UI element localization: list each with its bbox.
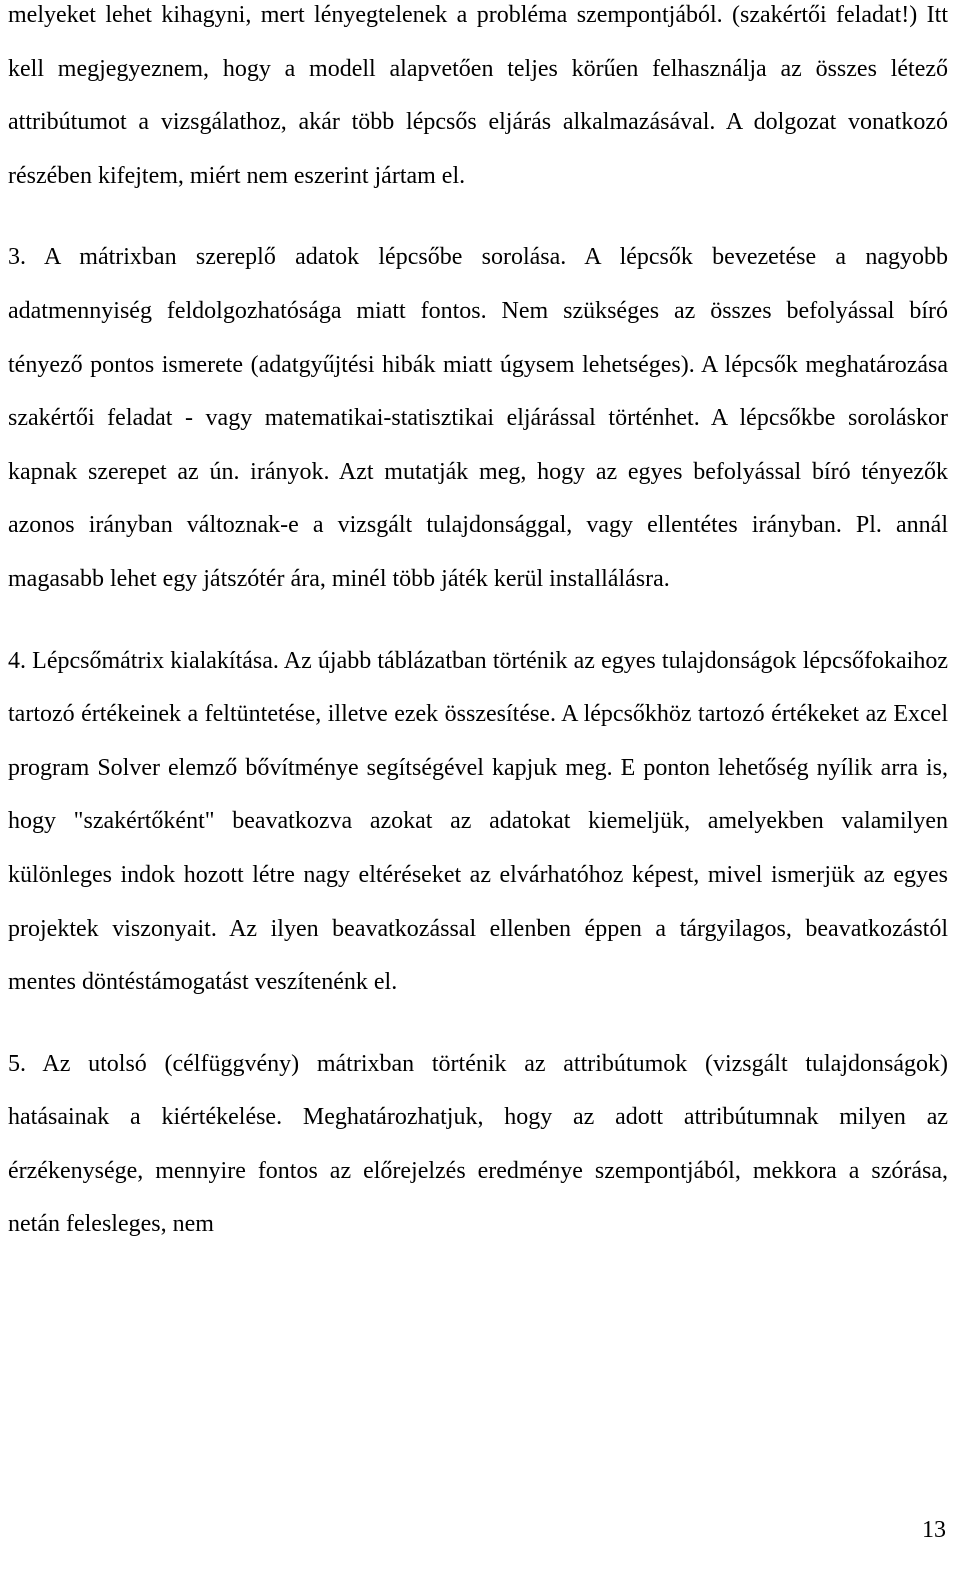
paragraph-2: 3. A mátrixban szereplő adatok lépcsőbe sorolása. A lépcsők bevezetése a nagyobb adatmennyiség feldolgozhatósága miatt fontos. Nem szükséges az összes befolyással bíró tényező pontos ismerete (adatgyűjtési hibák miatt úgysem lehetséges). A lépcsők meghatározása szakértői feladat - vagy matematikai-statisztikai eljárással történhet. A lépcsőkbe soroláskor kapnak szerepet az ún. irányok. Azt mutatják meg, hogy az egyes befolyással bíró tényezők azonos irányban változnak-e a vizsgált tulajdonsággal, vagy ellentétes irányban. Pl. annál magasabb lehet egy játszótér ára, minél több játék kerül installálásra. <box>8 244 948 592</box>
paragraph-4: 5. Az utolsó (célfüggvény) mátrixban történik az attribútumok (vizsgált tulajdonságok) hatásainak a kiértékelése. Meghatározhatjuk, hogy az adott attribútumnak milyen az érzékenysége, mennyire fontos az előrejelzés eredménye szempontjából, mekkora a szórása, netán felesleges, nem <box>8 1050 948 1238</box>
page-number: 13 <box>922 1517 946 1543</box>
document-page <box>8 0 948 1252</box>
paragraph-1: melyeket lehet kihagyni, mert lényegtelenek a probléma szempontjából. (szakértői feladat!) Itt kell megjegyeznem, hogy a modell alapvetően teljes körűen felhasználja az összes létező attribútumot a vizsgálathoz, akár több lépcsős eljárás alkalmazásával. A dolgozat vonatkozó részében kifejtem, miért nem eszerint jártam el. <box>8 2 948 189</box>
paragraph-gap <box>8 203 948 231</box>
paragraph-3: 4. Lépcsőmátrix kialakítása. Az újabb táblázatban történik az egyes tulajdonságok lépcsőfokaihoz tartozó értékeinek a feltüntetése, illetve ezek összesítése. A lépcsőkhöz tartozó értékeket az Excel program Solver elemző bővítménye segítségével kapjuk meg. E ponton lehetőség nyílik arra is, hogy "szakértőként" beavatkozva azokat az adatokat kiemeljük, amelyekben valamilyen különleges indok hozott létre nagy eltéréseket az elvárhatóhoz képest, mivel ismerjük az egyes projektek viszonyait. Az ilyen beavatkozással ellenben éppen a tárgyilagos, beavatkozástól mentes döntéstámogatást veszítenénk el. <box>8 647 948 996</box>
paragraph-gap <box>8 1010 948 1038</box>
paragraph-gap <box>8 607 948 635</box>
